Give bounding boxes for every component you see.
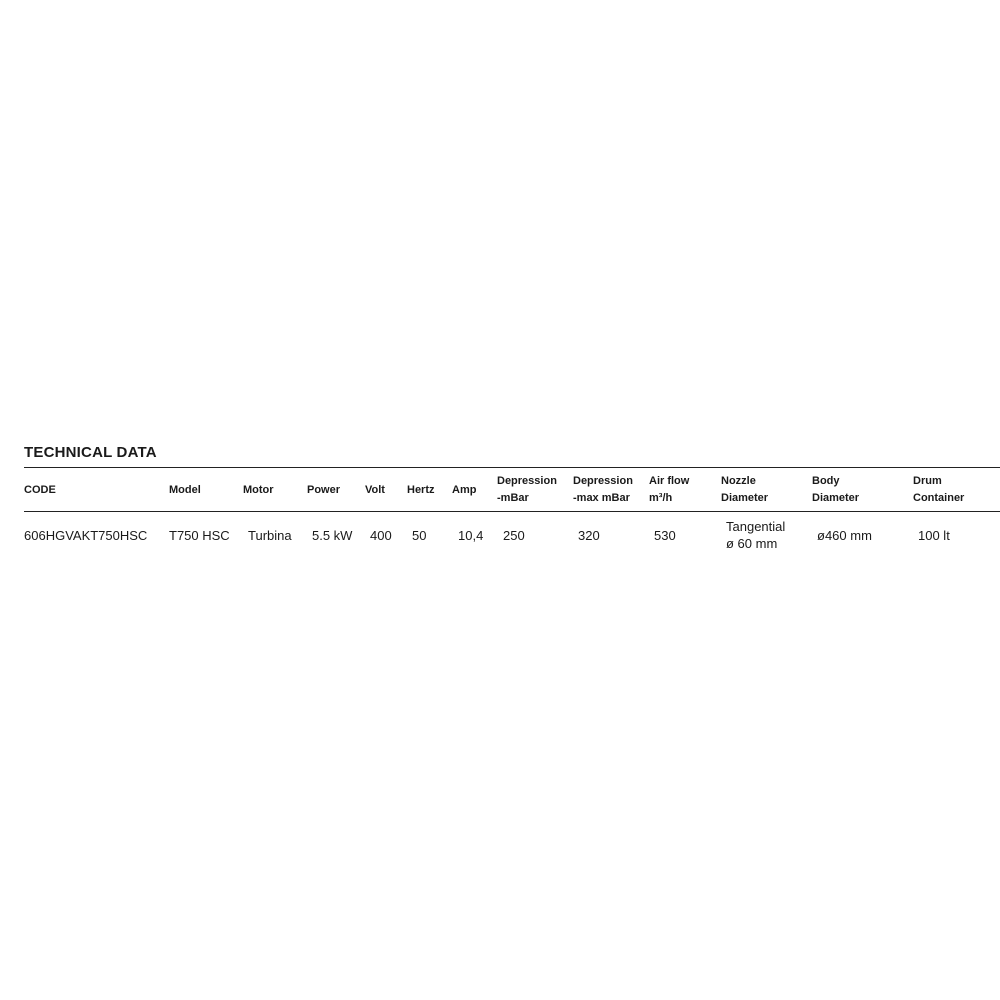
header-depression: Depression -mBar xyxy=(497,475,557,504)
header-power: Power xyxy=(307,484,341,496)
header-drum-container: Drum Container xyxy=(913,475,965,504)
header-motor: Motor xyxy=(243,484,274,496)
cell-motor: Turbina xyxy=(248,528,292,543)
header-hertz: Hertz xyxy=(407,484,435,496)
header-model: Model xyxy=(169,484,201,496)
header-air-flow: Air flow m³/h xyxy=(649,475,690,504)
cell-air-flow: 530 xyxy=(654,528,676,543)
cell-power: 5.5 kW xyxy=(312,528,353,543)
cell-hertz: 50 xyxy=(412,528,427,543)
section-title: TECHNICAL DATA xyxy=(24,444,157,461)
table-header-rule xyxy=(24,511,1000,512)
table-top-rule xyxy=(24,467,1000,468)
header-body-diameter: Body Diameter xyxy=(812,475,860,504)
cell-drum-container: 100 lt xyxy=(918,528,950,543)
header-nozzle-diameter: Nozzle Diameter xyxy=(721,475,769,504)
header-code: CODE xyxy=(24,484,56,496)
cell-code: 606HGVAKT750HSC xyxy=(24,528,148,543)
cell-amp: 10,4 xyxy=(458,528,484,543)
header-depression-max: Depression -max mBar xyxy=(573,475,633,504)
cell-depression: 250 xyxy=(503,528,525,543)
cell-volt: 400 xyxy=(370,528,392,543)
header-volt: Volt xyxy=(365,484,385,496)
cell-model: T750 HSC xyxy=(169,528,230,543)
cell-depression-max: 320 xyxy=(578,528,600,543)
cell-nozzle-diameter: Tangential ø 60 mm xyxy=(726,519,786,551)
cell-body-diameter: ø460 mm xyxy=(817,528,872,543)
header-amp: Amp xyxy=(452,484,477,496)
